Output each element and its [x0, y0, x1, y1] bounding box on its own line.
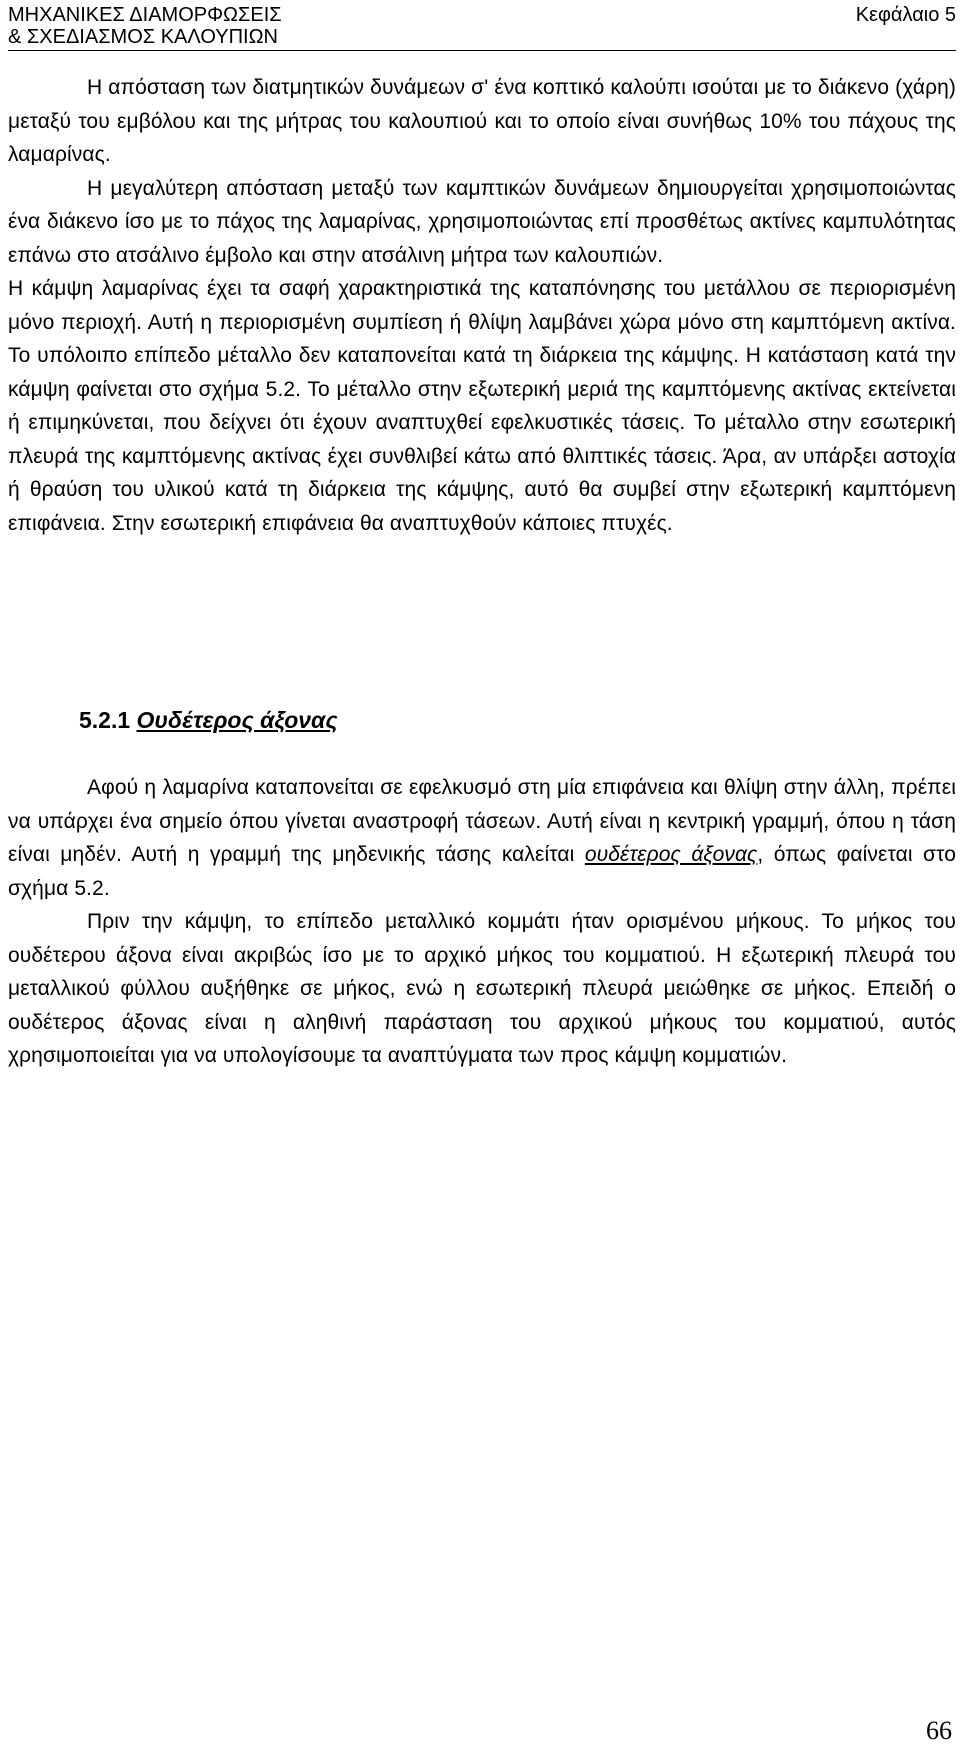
page-header — [8, 2, 956, 51]
header-chapter: Κεφάλαιο 5 — [855, 4, 956, 26]
section-a-text — [8, 71, 956, 540]
paragraph: Πριν την κάμψη, το επίπεδο μεταλλικό κομμάτι ήταν ορισμένου μήκους. Το μήκος του ουδέτερου άξονα είναι ακριβώς ίσο με το αρχικό μήκος του κομματιού. Η εξωτερική πλευρά του μεταλλικού φύλλου αυξήθηκε σε μήκος, ενώ η εσωτερική πλευρά μειώθηκε σε μήκος. Επειδή ο ουδέτερος άξονας είναι η αληθινή παράσταση του αρχικού μήκους του κομματιού, αυτός χρησιμοποιείται για να υπολογίσουμε τα αναπτύγματα των προς κάμψη κομματιών. — [8, 910, 956, 1067]
section-b-text — [8, 771, 956, 1073]
paragraph: Η απόσταση των διατμητικών δυνάμεων σ' ένα κοπτικό καλούπι ισούται με το διάκενο (χάρη) μεταξύ του εμβόλου και της μήτρας του καλουπιού και το οποίο είναι συνήθως 10% του πάχους της λαμαρίνας. — [8, 76, 956, 166]
paragraph: Η μεγαλύτερη απόσταση μεταξύ των καμπτικών δυνάμεων δημιουργείται χρησιμοποιώντας ένα διάκενο ίσο με το πάχος της λαμαρίνας, χρησιμοποιώντας επί προσθέτως ακτίνες καμπυλότητας επάνω στο ατσάλινο έμβολο και στην ατσάλινη μήτρα των καλουπιών. — [8, 176, 956, 267]
neutral-axis-term: ουδέτερος άξονας — [584, 843, 758, 866]
paragraph: Η κάμψη λαμαρίνας έχει τα σαφή χαρακτηριστικά της καταπόνησης του μετάλλου σε περιορισμένη μόνο περιοχή. Αυτή η περιορισμένη συμπίεση ή θλίψη λαμβάνει χώρα μόνο στη καμπτόμενη ακτίνα. Το υπόλοιπο επίπεδο μέταλλο δεν καταπονείται κατά τη διάρκεια της κάμψης. Η κατάσταση κατά την κάμψη φαίνεται στο σχήμα 5.2. Το μέταλλο στην εξωτερική μεριά της καμπτόμενης ακτίνας εκτείνεται ή επιμηκύνεται, που δείχνει ότι έχουν αναπτυχθεί εφελκυστικές τάσεις. Το μέταλλο στην εσωτερική πλευρά της καμπτόμενης ακτίνας έχει συνθλιβεί κάτω από θλιπτικές τάσεις. Άρα, αν υπάρξει αστοχία ή θραύση του υλικού κατά τη διάρκεια της κάμψης, αυτό θα συμβεί στην εξωτερική καμπτόμενη επιφάνεια. Στην εσωτερική επιφάνεια θα αναπτυχθούν κάποιες πτυχές. — [8, 277, 956, 535]
paragraph — [8, 771, 956, 905]
paragraph-text: Αφού η λαμαρίνα καταπονείται σε εφελκυσμό στη μία επιφάνεια και θλίψη στην άλλη, πρέπει να υπάρχει ένα σημείο όπου γίνεται αναστροφή τάσεων. Αυτή είναι η κεντρική γραμμή, όπου η τάση είναι μηδέν. Αυτή η γραμμή της μηδενικής τάσης καλείται — [8, 776, 956, 866]
header-title-line1: ΜΗΧΑΝΙΚΕΣ ΔΙΑΜΟΡΦΩΣΕΙΣ — [8, 4, 282, 26]
header-title — [8, 4, 282, 48]
paragraph-text: , όπως φαίνεται στο σχήμα 5.2. — [8, 843, 956, 900]
section-title: Ουδέτερος άξονας — [136, 707, 338, 733]
page-number: 66 — [926, 1716, 952, 1745]
section-number: 5.2.1 — [79, 707, 131, 733]
header-title-line2: & ΣΧΕΔΙΑΣΜΟΣ ΚΑΛΟΥΠΙΩΝ — [8, 26, 278, 48]
section-heading — [79, 705, 338, 735]
